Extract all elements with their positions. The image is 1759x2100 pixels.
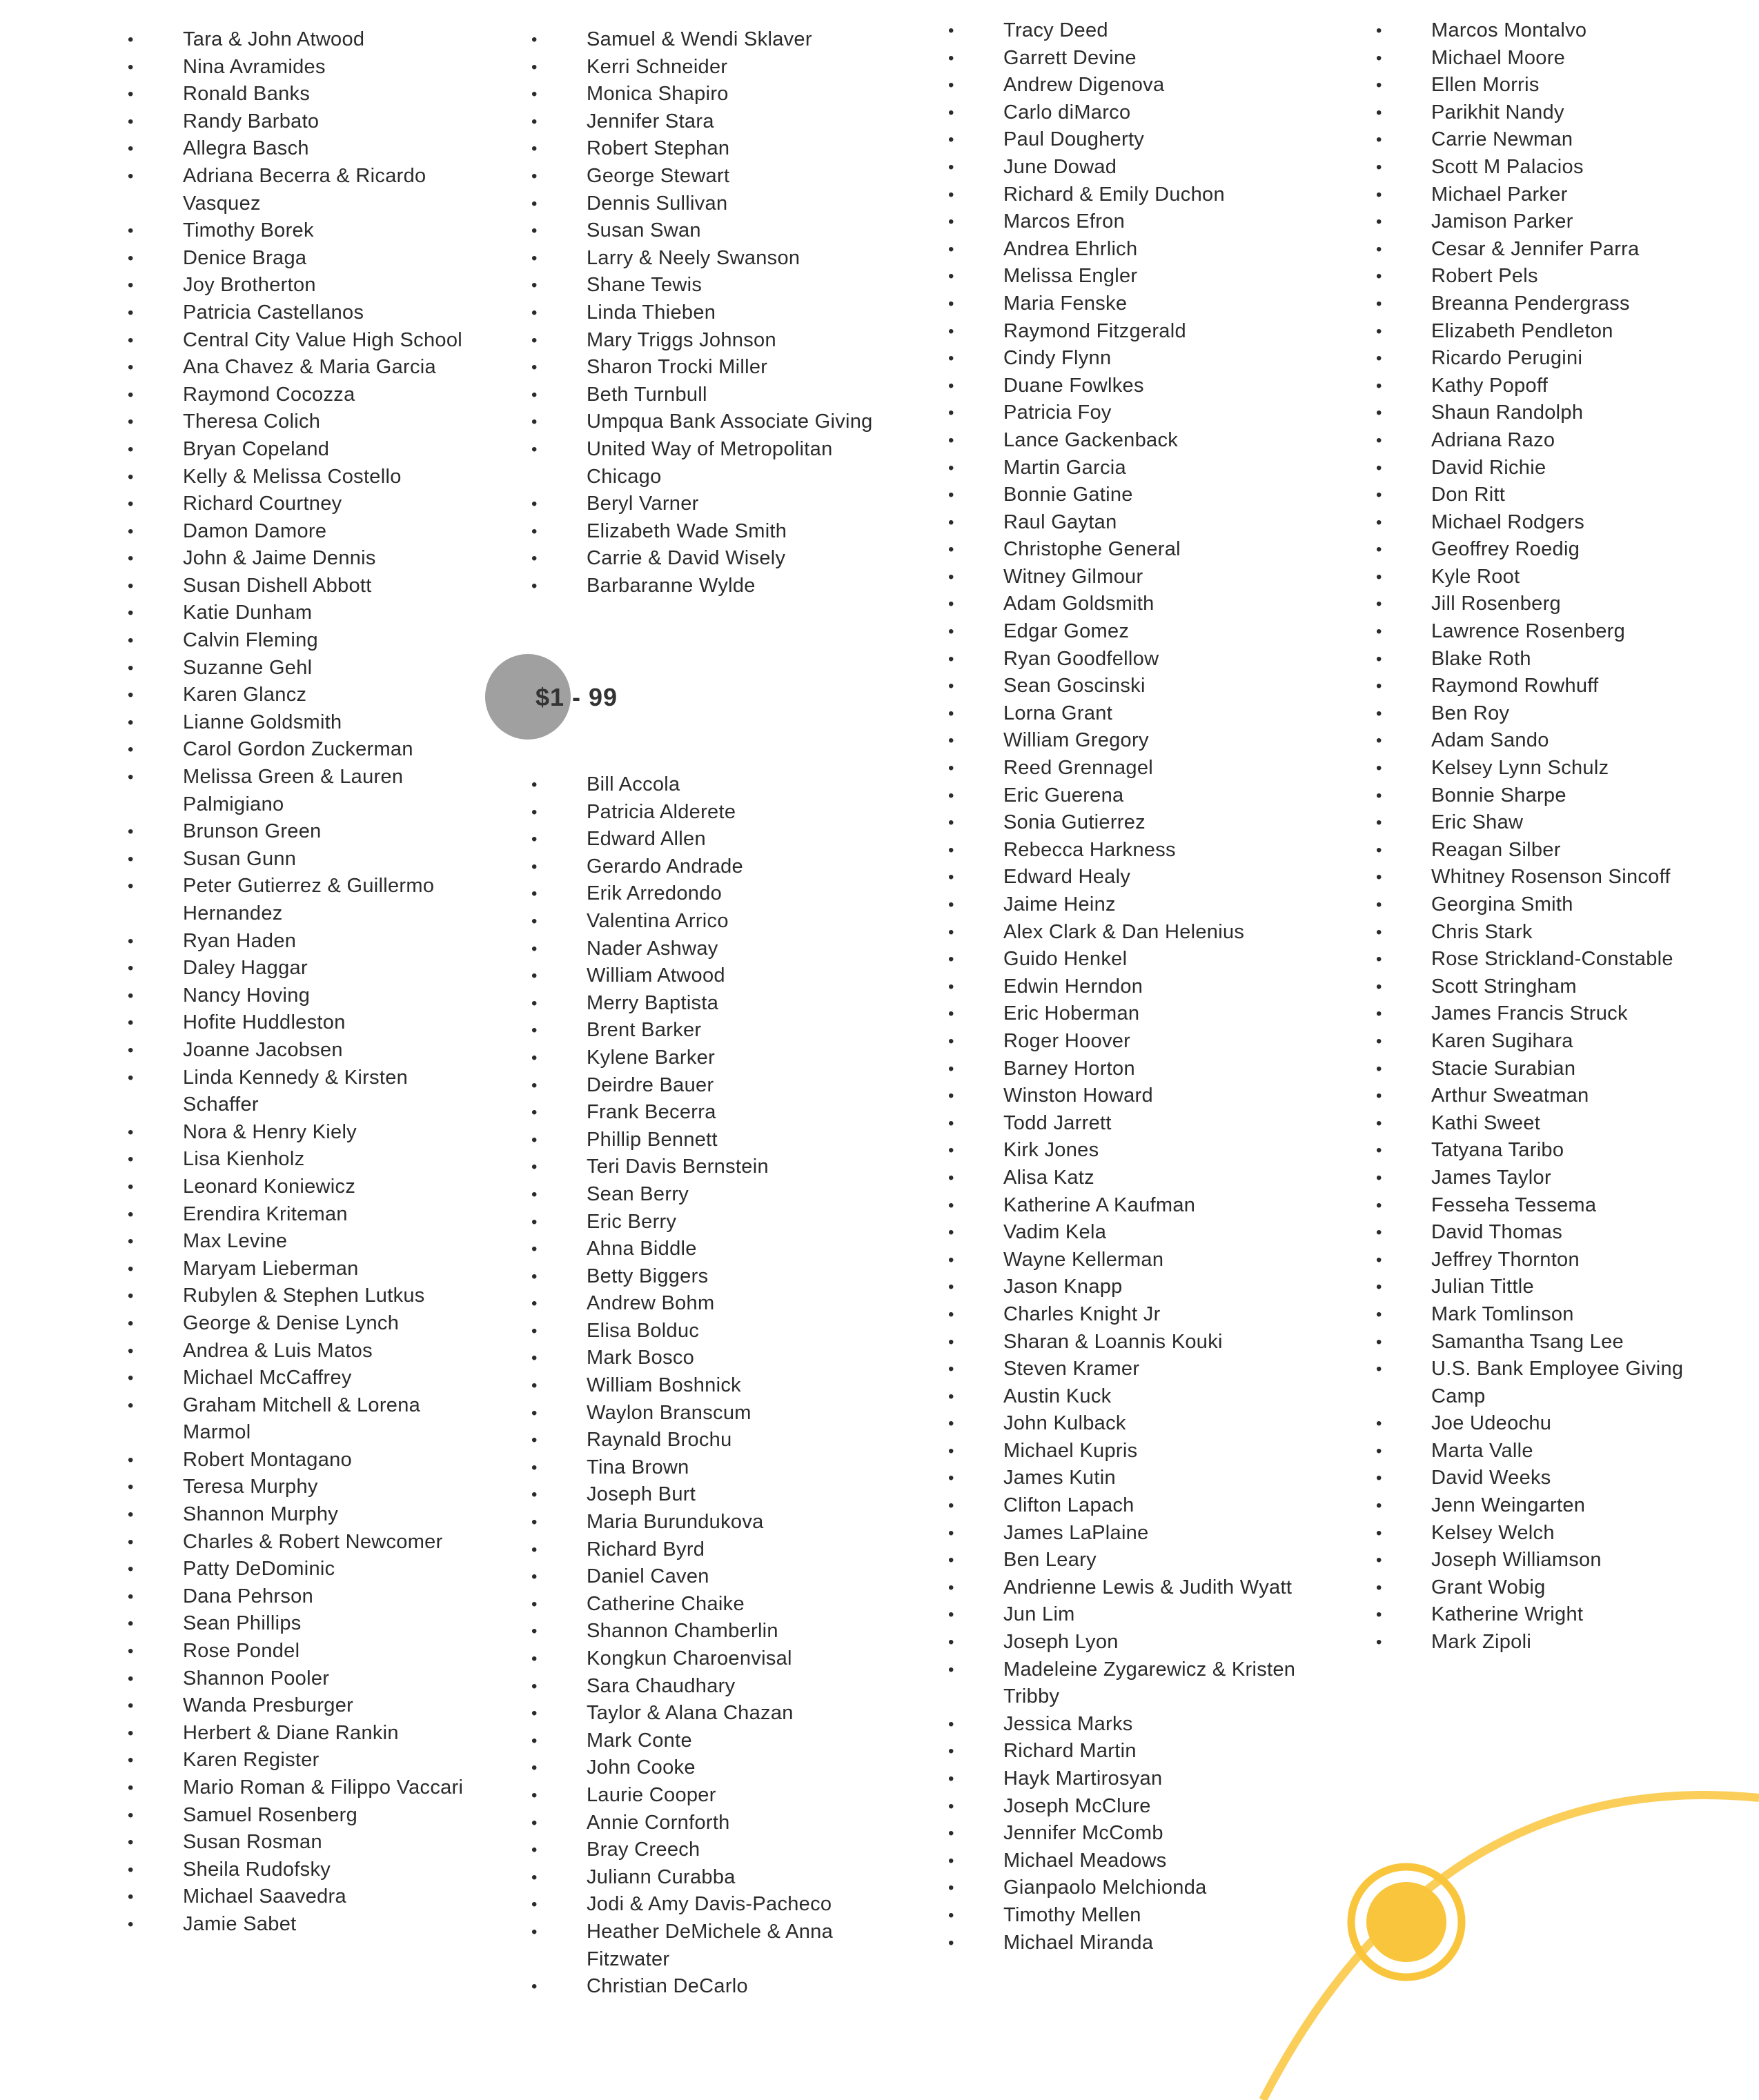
donor-name: • Karen Glancz [128,682,487,709]
donor-name: • Marcos Montalvo [1376,17,1687,45]
donor-name: • Duane Fowlkes [948,373,1335,400]
donor-name: • Raul Gaytan [948,509,1335,537]
donor-name: • Shannon Chamberlin [531,1618,890,1645]
donor-name: • Theresa Colich [128,408,487,436]
donor-name: • Kylene Barker [531,1044,890,1072]
donor-name: • Raymond Fitzgerald [948,318,1335,346]
donor-name: • Lance Gackenback [948,427,1335,455]
donor-name: • Vadim Kela [948,1219,1335,1247]
donor-name: • Beryl Varner [531,491,890,518]
donor-name: • William Boshnick [531,1372,890,1400]
donor-name: • Nina Avramides [128,54,487,81]
donor-name: • Eric Berry [531,1209,890,1236]
donor-name: • Maria Burundukova [531,1509,890,1536]
donor-name: • Graham Mitchell & Lorena Marmol [128,1392,487,1447]
donor-name: • Sean Goscinski [948,673,1335,700]
donor-name: • Joseph Burt [531,1481,890,1509]
donor-name: • Karen Register [128,1747,487,1774]
donor-name: • Dennis Sullivan [531,190,890,218]
donor-name: • Jessica Marks [948,1711,1335,1739]
donor-name: • Gerardo Andrade [531,853,890,881]
donor-name: • Max Levine [128,1228,487,1256]
donor-name: • Shannon Murphy [128,1501,487,1529]
donor-name: • Erik Arredondo [531,880,890,908]
donor-name: • Elisa Bolduc [531,1318,890,1345]
donor-name: • Deirdre Bauer [531,1072,890,1100]
donor-name: • Maria Fenske [948,290,1335,318]
donor-name: • Marcos Efron [948,208,1335,236]
donor-name: • Michael McCaffrey [128,1365,487,1392]
donor-name: • Cindy Flynn [948,345,1335,373]
donor-name: • James Francis Struck [1376,1000,1687,1028]
donor-name: • Susan Dishell Abbott [128,573,487,600]
donor-name: • Patricia Alderete [531,799,890,826]
donor-name: • Brunson Green [128,818,487,846]
donor-name: • Edward Allen [531,826,890,853]
donor-name: • Calvin Fleming [128,627,487,655]
donor-name: • Jennifer Stara [531,108,890,136]
donor-name: • Ricardo Perugini [1376,345,1687,373]
donor-name: • Sheila Rudofsky [128,1856,487,1884]
donor-name: • Madeleine Zygarewicz & Kristen Tribby [948,1656,1335,1711]
donor-name: • Kirk Jones [948,1137,1335,1165]
donor-name: • Jeffrey Thornton [1376,1247,1687,1274]
donor-name: • Mark Conte [531,1727,890,1755]
donor-name: • Juliann Curabba [531,1864,890,1892]
donor-name: • Jamie Sabet [128,1911,487,1939]
donor-name: • Rose Strickland-Constable [1376,946,1687,973]
donor-name: • Sonia Gutierrez [948,809,1335,837]
donor-name: • Edward Healy [948,864,1335,891]
donor-name: • John & Jaime Dennis [128,545,487,573]
donor-name: • Maryam Lieberman [128,1256,487,1283]
donor-name: • Jun Lim [948,1601,1335,1629]
donor-name: • Kathi Sweet [1376,1110,1687,1138]
donor-name: • Kyle Root [1376,564,1687,591]
donor-name: • Charles & Robert Newcomer [128,1529,487,1556]
donor-name: • Kathy Popoff [1376,373,1687,400]
donor-name: • Taylor & Alana Chazan [531,1700,890,1727]
donor-name: • Robert Montagano [128,1447,487,1474]
donor-name: • Fesseha Tessema [1376,1192,1687,1220]
donor-name: • Suzanne Gehl [128,655,487,682]
donor-name: • Eric Hoberman [948,1000,1335,1028]
donor-name: • Central City Value High School [128,327,487,355]
donor-name: • Wayne Kellerman [948,1247,1335,1274]
donor-name: • Nader Ashway [531,935,890,963]
donor-name: • Ana Chavez & Maria Garcia [128,354,487,382]
donor-name: • Michael Miranda [948,1930,1335,1957]
donor-name: • Brent Barker [531,1017,890,1044]
donor-name: • Wanda Presburger [128,1692,487,1720]
donor-name: • James Kutin [948,1465,1335,1492]
donor-name: • Monica Shapiro [531,81,890,108]
donor-name: • Richard Martin [948,1738,1335,1765]
donor-name: • Timothy Borek [128,217,487,245]
donor-name: • Katherine A Kaufman [948,1192,1335,1220]
donor-name: • George Stewart [531,163,890,190]
donor-name: • Kerri Schneider [531,54,890,81]
donor-name: • Grant Wobig [1376,1574,1687,1602]
donor-name: • Bill Accola [531,771,890,799]
donor-name: • Parikhit Nandy [1376,99,1687,127]
donor-name: • Samantha Tsang Lee [1376,1329,1687,1356]
donor-name: • Lorna Grant [948,700,1335,728]
donor-name: • Robert Pels [1376,263,1687,290]
donor-name: • Adam Sando [1376,727,1687,755]
donor-name: • Hofite Huddleston [128,1009,487,1037]
donor-name: • Tina Brown [531,1454,890,1482]
donor-name: • United Way of Metropolitan Chicago [531,436,890,491]
donor-name: • Nancy Hoving [128,982,487,1010]
donor-name: • Lianne Goldsmith [128,709,487,737]
donor-name: • Kelsey Lynn Schulz [1376,755,1687,782]
donor-name: • Scott M Palacios [1376,154,1687,181]
donor-name: • Michael Moore [1376,45,1687,72]
donor-name: • Larry & Neely Swanson [531,245,890,273]
donor-name: • Elizabeth Pendleton [1376,318,1687,346]
donor-name: • Waylon Branscum [531,1400,890,1427]
donor-name: • Sean Berry [531,1181,890,1209]
donor-name: • Eric Shaw [1376,809,1687,837]
donor-name: • Cesar & Jennifer Parra [1376,236,1687,264]
donor-name: • Christophe General [948,536,1335,564]
tier-label: $1 - 99 [535,683,618,711]
donor-name: • Raymond Cocozza [128,382,487,409]
donor-name: • William Gregory [948,727,1335,755]
donor-name: • Witney Gilmour [948,564,1335,591]
donor-name: • Ben Leary [948,1547,1335,1574]
donor-name: • Carrie Newman [1376,126,1687,154]
donor-name: • Adam Goldsmith [948,591,1335,618]
donor-name: • Joanne Jacobsen [128,1037,487,1064]
donor-name: • Valentina Arrico [531,908,890,935]
donor-name: • Stacie Surabian [1376,1056,1687,1083]
donor-name: • Michael Saavedra [128,1883,487,1911]
donor-name: • Kelsey Welch [1376,1520,1687,1547]
donor-name: • Joseph McClure [948,1793,1335,1821]
donor-name: • Elizabeth Wade Smith [531,518,890,546]
donor-name: • Frank Becerra [531,1099,890,1127]
donor-name: • Ellen Morris [1376,72,1687,99]
donor-name: • Tatyana Taribo [1376,1137,1687,1165]
donor-name: • Andrea Ehrlich [948,236,1335,264]
donor-name: • David Weeks [1376,1465,1687,1492]
donor-name: • Melissa Green & Lauren Palmigiano [128,764,487,818]
donor-name: • James Taylor [1376,1165,1687,1192]
donor-name: • Melissa Engler [948,263,1335,290]
donor-name: • Andrew Digenova [948,72,1335,99]
donor-name: • Allegra Basch [128,135,487,163]
donor-name: • Heather DeMichele & Anna Fitzwater [531,1919,890,1973]
donor-name: • Carlo diMarco [948,99,1335,127]
donor-name: • Garrett Devine [948,45,1335,72]
donor-name: • Katie Dunham [128,600,487,627]
donor-name: • Alex Clark & Dan Helenius [948,919,1335,947]
donor-name: • Whitney Rosenson Sincoff [1376,864,1687,891]
donor-name: • Don Ritt [1376,482,1687,509]
donor-name: • Shaun Randolph [1376,399,1687,427]
donor-name: • Raymond Rowhuff [1376,673,1687,700]
donor-name: • Geoffrey Roedig [1376,536,1687,564]
donor-name: • Joseph Lyon [948,1629,1335,1656]
donor-name: • Richard Byrd [531,1536,890,1564]
donor-name: • Paul Dougherty [948,126,1335,154]
donor-name: • Susan Swan [531,217,890,245]
donor-name: • Laurie Cooper [531,1782,890,1810]
donor-name: • Susan Rosman [128,1829,487,1856]
donor-name: • Samuel & Wendi Sklaver [531,26,890,54]
donor-name: • Timothy Mellen [948,1902,1335,1930]
donor-name: • Gianpaolo Melchionda [948,1874,1335,1902]
donor-name: • Alisa Katz [948,1165,1335,1192]
donor-name: • Denice Braga [128,245,487,273]
donor-name: • Dana Pehrson [128,1583,487,1611]
donor-name: • June Dowad [948,154,1335,181]
donor-name: • Karen Sugihara [1376,1028,1687,1056]
donor-name: • Andrew Bohm [531,1290,890,1318]
donor-name: • Linda Thieben [531,299,890,327]
donor-name: • David Thomas [1376,1219,1687,1247]
donor-name: • William Atwood [531,962,890,990]
donor-name: • Austin Kuck [948,1383,1335,1411]
donor-name: • Leonard Koniewicz [128,1173,487,1201]
donor-name: • Georgina Smith [1376,891,1687,919]
donor-name: • Christian DeCarlo [531,1973,890,2001]
donor-name: • Patricia Foy [948,399,1335,427]
donor-name: • Jennifer McComb [948,1820,1335,1848]
donor-name: • Mario Roman & Filippo Vaccari [128,1774,487,1802]
donor-name: • Herbert & Diane Rankin [128,1720,487,1747]
donor-name: • Lisa Kienholz [128,1146,487,1173]
donor-name: • Katherine Wright [1376,1601,1687,1629]
donor-name: • Joe Udeochu [1376,1410,1687,1438]
donor-name: • Betty Biggers [531,1263,890,1291]
donor-name: • Barney Horton [948,1056,1335,1083]
donor-name: • Adriana Razo [1376,427,1687,455]
donor-name: • Michael Kupris [948,1438,1335,1465]
donor-name: • Sara Chaudhary [531,1673,890,1701]
donor-name: • Raynald Brochu [531,1427,890,1454]
donor-name: • Andrienne Lewis & Judith Wyatt [948,1574,1335,1602]
donor-name: • Joseph Williamson [1376,1547,1687,1574]
donor-name: • Edwin Herndon [948,973,1335,1001]
donor-name: • Breanna Pendergrass [1376,290,1687,318]
donor-column-4 [1376,17,1687,1656]
donor-name: • Susan Gunn [128,846,487,873]
donor-name: • Bray Creech [531,1836,890,1864]
donor-name: • Roger Hoover [948,1028,1335,1056]
donor-name: • Jamison Parker [1376,208,1687,236]
donor-column-2-bottom [531,771,890,2001]
donor-column-2-top [531,26,890,600]
donor-name: • Merry Baptista [531,990,890,1018]
donor-name: • Daniel Caven [531,1563,890,1591]
donor-name: • Erendira Kriteman [128,1201,487,1229]
donor-name: • Adriana Becerra & Ricardo Vasquez [128,163,487,217]
donor-column-3 [948,17,1335,1957]
donor-name: • Ryan Goodfellow [948,646,1335,673]
donor-name: • Todd Jarrett [948,1110,1335,1138]
donor-name: • Kongkun Charoenvisal [531,1645,890,1673]
donor-name: • Ronald Banks [128,81,487,108]
donor-name: • Ben Roy [1376,700,1687,728]
donor-name: • Randy Barbato [128,108,487,136]
donor-name: • Lawrence Rosenberg [1376,618,1687,646]
donor-name: • Annie Cornforth [531,1810,890,1837]
donor-name: • Jill Rosenberg [1376,591,1687,618]
donor-name: • Michael Meadows [948,1848,1335,1875]
donor-name: • Reed Grennagel [948,755,1335,782]
donor-name: • Barbaranne Wylde [531,573,890,600]
donor-name: • Carrie & David Wisely [531,545,890,573]
donor-name: • Teri Davis Bernstein [531,1153,890,1181]
orbit-dot [1366,1882,1446,1962]
donor-name: • Richard & Emily Duchon [948,181,1335,209]
donor-name: • Catherine Chaike [531,1591,890,1618]
donor-name: • Beth Turnbull [531,382,890,409]
donor-name: • Bonnie Gatine [948,482,1335,509]
donor-name: • Umpqua Bank Associate Giving [531,408,890,436]
donor-name: • Mark Tomlinson [1376,1301,1687,1329]
donor-name: • Kelly & Melissa Costello [128,464,487,491]
donor-name: • Mark Bosco [531,1345,890,1372]
donor-name: • Steven Kramer [948,1356,1335,1383]
donor-name: • Guido Henkel [948,946,1335,973]
donor-name: • George & Denise Lynch [128,1310,487,1338]
donor-name: • Damon Damore [128,518,487,546]
donor-name: • Arthur Sweatman [1376,1082,1687,1110]
donor-name: • Blake Roth [1376,646,1687,673]
donor-name: • Daley Haggar [128,955,487,982]
donor-name: • Ahna Biddle [531,1236,890,1263]
donor-name: • James LaPlaine [948,1520,1335,1547]
donor-name: • Eric Guerena [948,782,1335,810]
donor-name: • Sean Phillips [128,1610,487,1638]
donor-name: • Bryan Copeland [128,436,487,464]
donor-name: • Sharan & Loannis Kouki [948,1329,1335,1356]
donor-name: • John Cooke [531,1754,890,1782]
donor-name: • Robert Stephan [531,135,890,163]
donor-name: • Rose Pondel [128,1638,487,1665]
donor-name: • John Kulback [948,1410,1335,1438]
donor-name: • Sharon Trocki Miller [531,354,890,382]
donor-name: • Edgar Gomez [948,618,1335,646]
donor-name: • Winston Howard [948,1082,1335,1110]
donor-column-1 [128,26,487,1939]
donor-name: • Mark Zipoli [1376,1629,1687,1656]
donor-name: • Patricia Castellanos [128,299,487,327]
donor-name: • Jodi & Amy Davis-Pacheco [531,1891,890,1919]
donor-name: • Marta Valle [1376,1438,1687,1465]
donor-name: • Carol Gordon Zuckerman [128,736,487,764]
donor-name: • Chris Stark [1376,919,1687,947]
donor-name: • Shannon Pooler [128,1665,487,1693]
donor-name: • Tara & John Atwood [128,26,487,54]
donor-name: • Clifton Lapach [948,1492,1335,1520]
donor-name: • Rebecca Harkness [948,837,1335,864]
donor-name: • Martin Garcia [948,455,1335,482]
donor-name: • Richard Courtney [128,491,487,518]
donor-name: • Andrea & Luis Matos [128,1338,487,1365]
donor-name: • Bonnie Sharpe [1376,782,1687,810]
donor-name: • Ryan Haden [128,928,487,955]
donor-name: • Julian Tittle [1376,1274,1687,1301]
donor-name: • U.S. Bank Employee Giving Camp [1376,1356,1687,1410]
donor-name: • Shane Tewis [531,272,890,299]
orbit-arc [1263,1795,1759,2100]
donor-name: • Phillip Bennett [531,1127,890,1154]
donor-name: • Mary Triggs Johnson [531,327,890,355]
donor-name: • Nora & Henry Kiely [128,1119,487,1147]
donor-name: • Jenn Weingarten [1376,1492,1687,1520]
donor-name: • Teresa Murphy [128,1474,487,1501]
donor-name: • Peter Gutierrez & Guillermo Hernandez [128,873,487,927]
donor-name: • Reagan Silber [1376,837,1687,864]
donor-name: • Jaime Heinz [948,891,1335,919]
donor-name: • Charles Knight Jr [948,1301,1335,1329]
donor-name: • Linda Kennedy & Kirsten Schaffer [128,1064,487,1119]
donor-name: • Joy Brotherton [128,272,487,299]
donor-name: • David Richie [1376,455,1687,482]
donor-name: • Samuel Rosenberg [128,1802,487,1830]
donor-name: • Patty DeDominic [128,1556,487,1583]
donor-name: • Hayk Martirosyan [948,1765,1335,1793]
donor-name: • Michael Rodgers [1376,509,1687,537]
donor-name: • Tracy Deed [948,17,1335,45]
donor-name: • Michael Parker [1376,181,1687,209]
donor-name: • Jason Knapp [948,1274,1335,1301]
donor-name: • Rubylen & Stephen Lutkus [128,1282,487,1310]
donor-name: • Scott Stringham [1376,973,1687,1001]
